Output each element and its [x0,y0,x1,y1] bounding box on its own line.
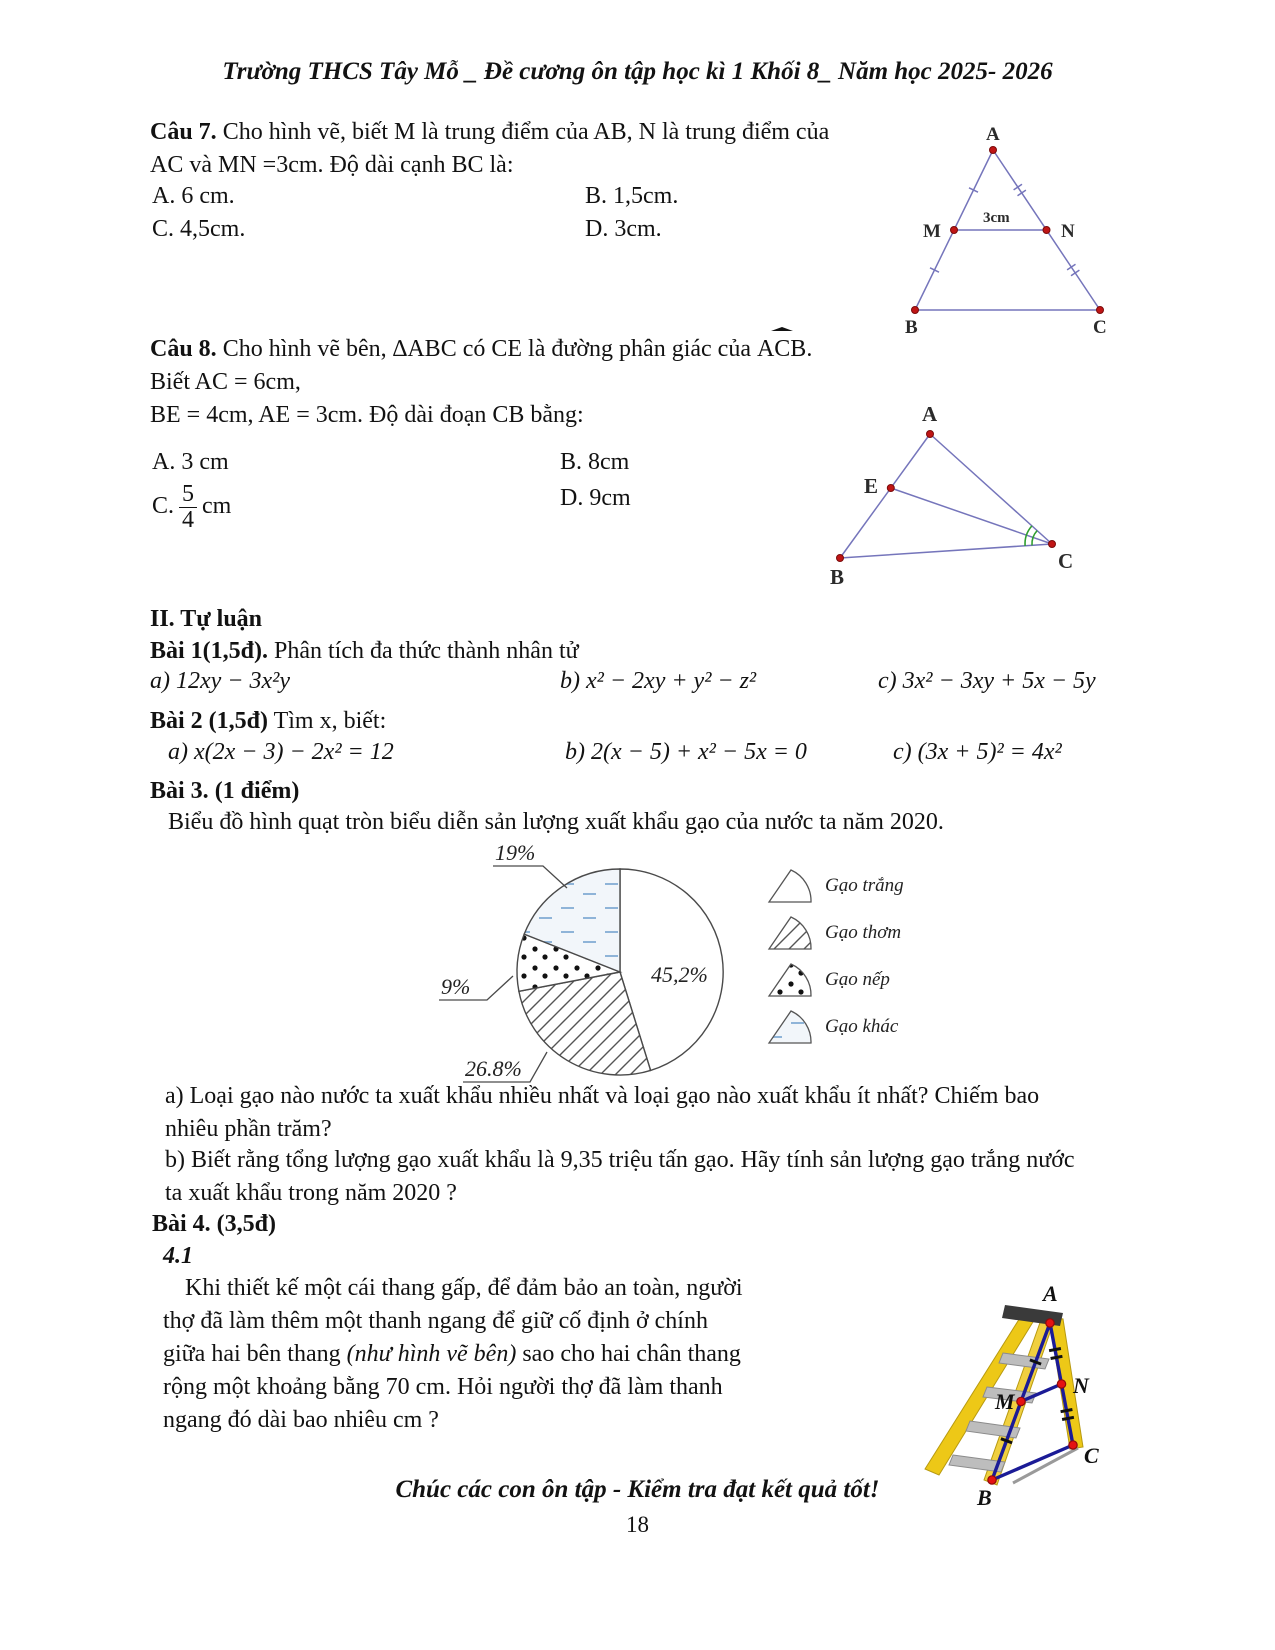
mn-length-label: 3cm [983,210,1010,226]
q8-line2: Biết AC = 6cm, [150,369,301,395]
question-8 [150,333,812,432]
triangle-bisector-figure [812,396,1127,601]
bai1-item-b: b) x² − 2xy + y² − z² [560,668,757,694]
question-7 [150,116,829,182]
legend-item-gao-trang [765,866,904,906]
page-number: 18 [626,1512,649,1537]
wedge-dash-icon [765,1007,815,1047]
q7-label: Câu 7. [150,119,217,145]
bai3-question-b: b) Biết rằng tổng lượng gạo xuất khẩu là 9,35 triệu tấn gạo. Hãy tính sản lượng gạo trắng nước ta xuất khẩu trong năm 2020 ? [165,1147,1075,1206]
page-title: Trường THCS Tây Mỗ _ Đề cương ôn tập học kì 1 Khối 8_ Năm học 2025- 2026 [222,58,1053,85]
q7-option-b: B. 1,5cm. [585,183,679,209]
angle-acb: ACB [757,333,806,366]
q8-line1: Câu 8. Cho hình vẽ bên, ∆ABC có CE là đường phân giác của ACB. [150,333,812,366]
q7-line2: AC và MN =3cm. Độ dài cạnh BC là: [150,152,514,178]
bai-3-heading: Bài 3. (1 điểm) [150,778,300,804]
q7-option-d: D. 3cm. [585,216,662,242]
q7-line1: Câu 7. Cho hình vẽ, biết M là trung điểm của AB, N là trung điểm của [150,119,830,145]
vertex-c-label: C [1093,317,1107,338]
vertex-c-label: C [1084,1443,1099,1468]
fraction-5-4: $\frac{5}{4}$ [179,482,197,533]
legend-item-gao-thom [765,913,901,953]
vertex-b-label: B [905,317,918,338]
bai2-item-b: b) 2(x − 5) + x² − 5x = 0 [565,739,807,765]
vertex-n-label: N [1061,221,1075,242]
pie-label-9: 9% [441,974,471,999]
q7-option-a: A. 6 cm. [152,183,235,209]
triangle-midsegment-figure [893,108,1123,343]
bai3-question-a: a) Loại gạo nào nước ta xuất khẩu nhiều nhất và loại gạo nào xuất khẩu ít nhất? Chiếm bao nhiêu phần trăm? [165,1083,1040,1142]
legend-label: Gạo nếp [825,969,890,990]
bai1-item-c: c) 3x² − 3xy + 5x − 5y [878,668,1096,694]
q8-line3: BE = 4cm, AE = 3cm. Độ dài đoạn CB bằng: [150,402,584,428]
vertex-m-label: M [923,221,941,242]
q8-option-b: B. 8cm [560,449,630,475]
pie-label-19: 19% [495,840,536,865]
wedge-white-icon [765,866,815,906]
wedge-dots-icon [765,960,815,1000]
vertex-e-label: E [864,474,879,498]
bai-1-heading: Bài 1(1,5đ). Phân tích đa thức thành nhân tử [150,638,579,664]
vertex-n-label: N [1073,1373,1089,1398]
bai1-item-a: a) 12xy − 3x²y [150,668,290,694]
bai-4-heading: Bài 4. (3,5đ) [152,1211,277,1237]
vertex-b-label: B [977,1485,992,1510]
bai2-item-a: a) x(2x − 3) − 2x² = 12 [168,739,394,765]
vertex-a-label: A [1043,1281,1058,1306]
bai3-intro: Biểu đồ hình quạt tròn biểu diễn sản lượng xuất khẩu gạo của nước ta năm 2020. [168,809,944,835]
section-2-title: II. Tự luận [150,606,263,632]
q7-option-c: C. 4,5cm. [152,216,246,242]
vertex-c-label: C [1058,549,1074,573]
legend-item-gao-nep [765,960,890,1000]
pie-label-45-2: 45,2% [651,962,708,987]
q8-option-d: D. 9cm [560,485,631,511]
q8-label: Câu 8. [150,336,217,362]
legend-label: Gạo thơm [825,922,902,943]
legend-label: Gạo khác [825,1016,899,1037]
bai2-item-c: c) (3x + 5)² = 4x² [893,739,1062,765]
footer-wish: Chúc các con ôn tập - Kiểm tra đạt kết quả tốt! [395,1476,880,1503]
vertex-b-label: B [830,565,845,589]
leader-line-19 [493,866,567,888]
pie-label-26-8: 26.8% [465,1056,522,1081]
q8-option-c: C. $\frac{5}{4}$ cm [152,481,232,534]
vertex-a-label: A [922,402,938,426]
bai-2-heading: Bài 2 (1,5đ) Tìm x, biết: [150,708,387,734]
legend-label: Gạo trắng [825,875,904,896]
bai4-sub: 4.1 [163,1243,193,1269]
bai4-paragraph: Khi thiết kế một cái thang gấp, để đảm bảo an toàn, người thợ đã làm thêm một thanh ngang để giữ cố định ở chính giữa hai bên thang (như hình vẽ bên) sao cho hai chân thang rộng một khoảng bằng 70 cm. Hỏi người thợ đã làm thanh ngang đó dài bao nhiêu cm ? [163,1275,743,1433]
vertex-m-label: M [995,1389,1015,1414]
q8-option-a: A. 3 cm [152,449,229,475]
vertex-a-label: A [986,124,1000,145]
bai4-para-line3: giữa hai bên thang (như hình vẽ bên) sao cho hai chân thang [163,1341,741,1367]
wedge-hatch-icon [765,913,815,953]
legend-item-gao-khac [765,1007,898,1047]
